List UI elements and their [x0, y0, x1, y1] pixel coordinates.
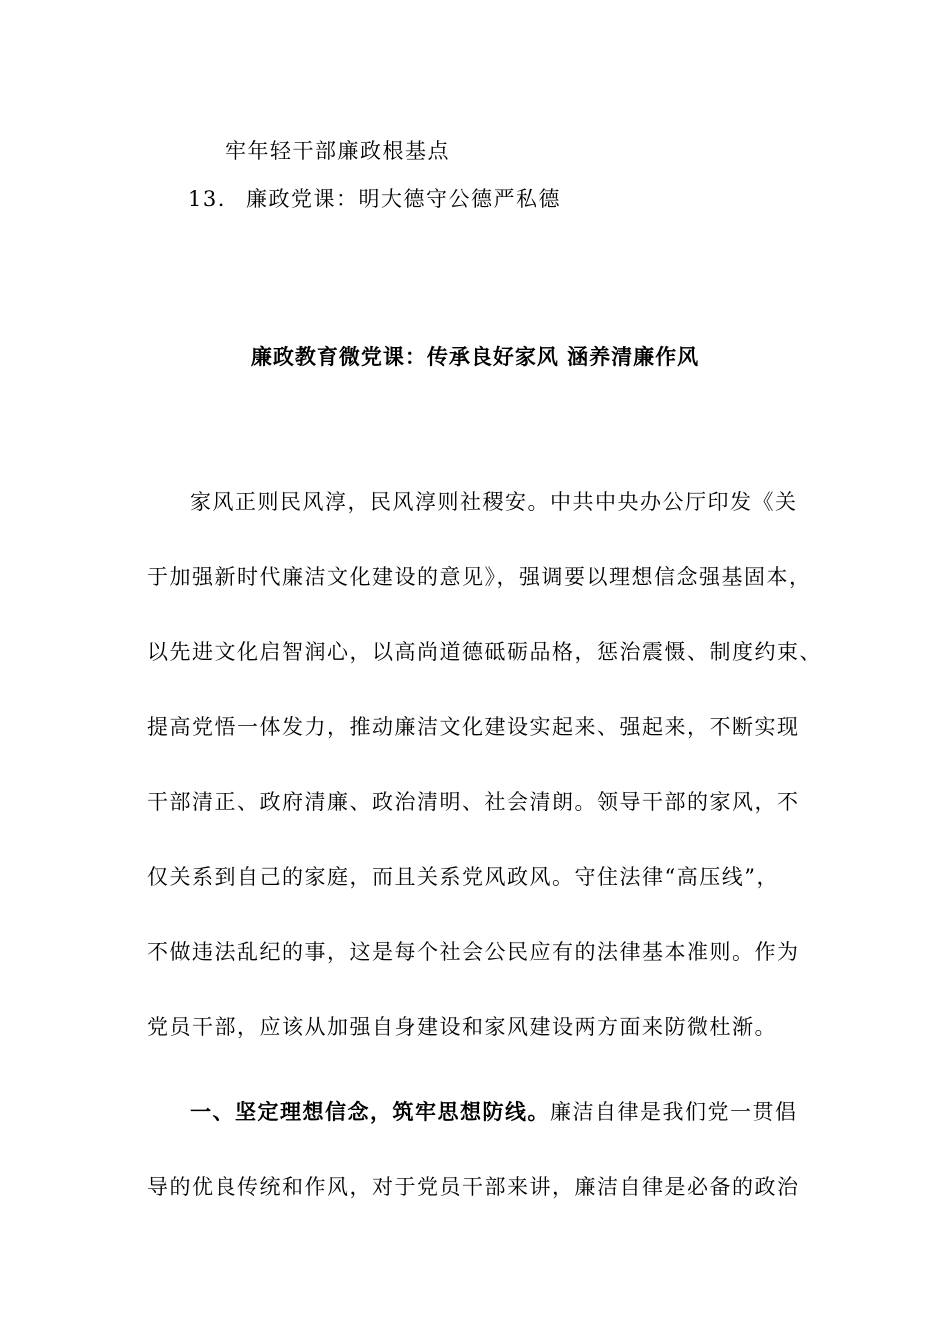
paragraph-1-line: 干部清正、政府清廉、政治清明、社会清朗。领导干部的家风，不 [147, 790, 800, 814]
paragraph-2-first-line [190, 1098, 798, 1126]
paragraph-1-line: 家风正则民风淳，民风淳则社稷安。中共中央办公厅印发《关 [190, 490, 798, 514]
document-title: 廉政教育微党课：传承良好家风 涵养清廉作风 [250, 344, 700, 369]
paragraph-1-line: 仅关系到自己的家庭，而且关系党风政风。守住法律“高压线”， [147, 865, 779, 889]
toc-continuation: 牢年轻干部廉政根基点 [225, 139, 450, 163]
paragraph-1-line: 提高党悟一体发力，推动廉洁文化建设实起来、强起来，不断实现 [147, 715, 800, 739]
paragraph-1-line: 党员干部，应该从加强自身建设和家风建设两方面来防微杜渐。 [147, 1015, 777, 1039]
paragraph-1-line: 以先进文化启智润心，以高尚道德砥砺品格，惩治震慑、制度约束、 [147, 640, 822, 664]
toc-item-text: 廉政党课：明大德守公德严私德 [246, 187, 561, 211]
paragraph-2-line: 导的优良传统和作风，对于党员干部来讲，廉洁自律是必备的政治 [147, 1175, 800, 1199]
toc-item-number: 13. [188, 187, 226, 211]
toc-item [188, 185, 561, 213]
paragraph-1-line: 于加强新时代廉洁文化建设的意见》，强调要以理想信念强基固本， [147, 565, 812, 589]
paragraph-1-line: 不做违法乱纪的事，这是每个社会公民应有的法律基本准则。作为 [147, 940, 800, 964]
section-heading: 一、坚定理想信念，筑牢思想防线。 [190, 1099, 550, 1124]
paragraph-2-text: 廉洁自律是我们党一贯倡 [550, 1100, 798, 1124]
